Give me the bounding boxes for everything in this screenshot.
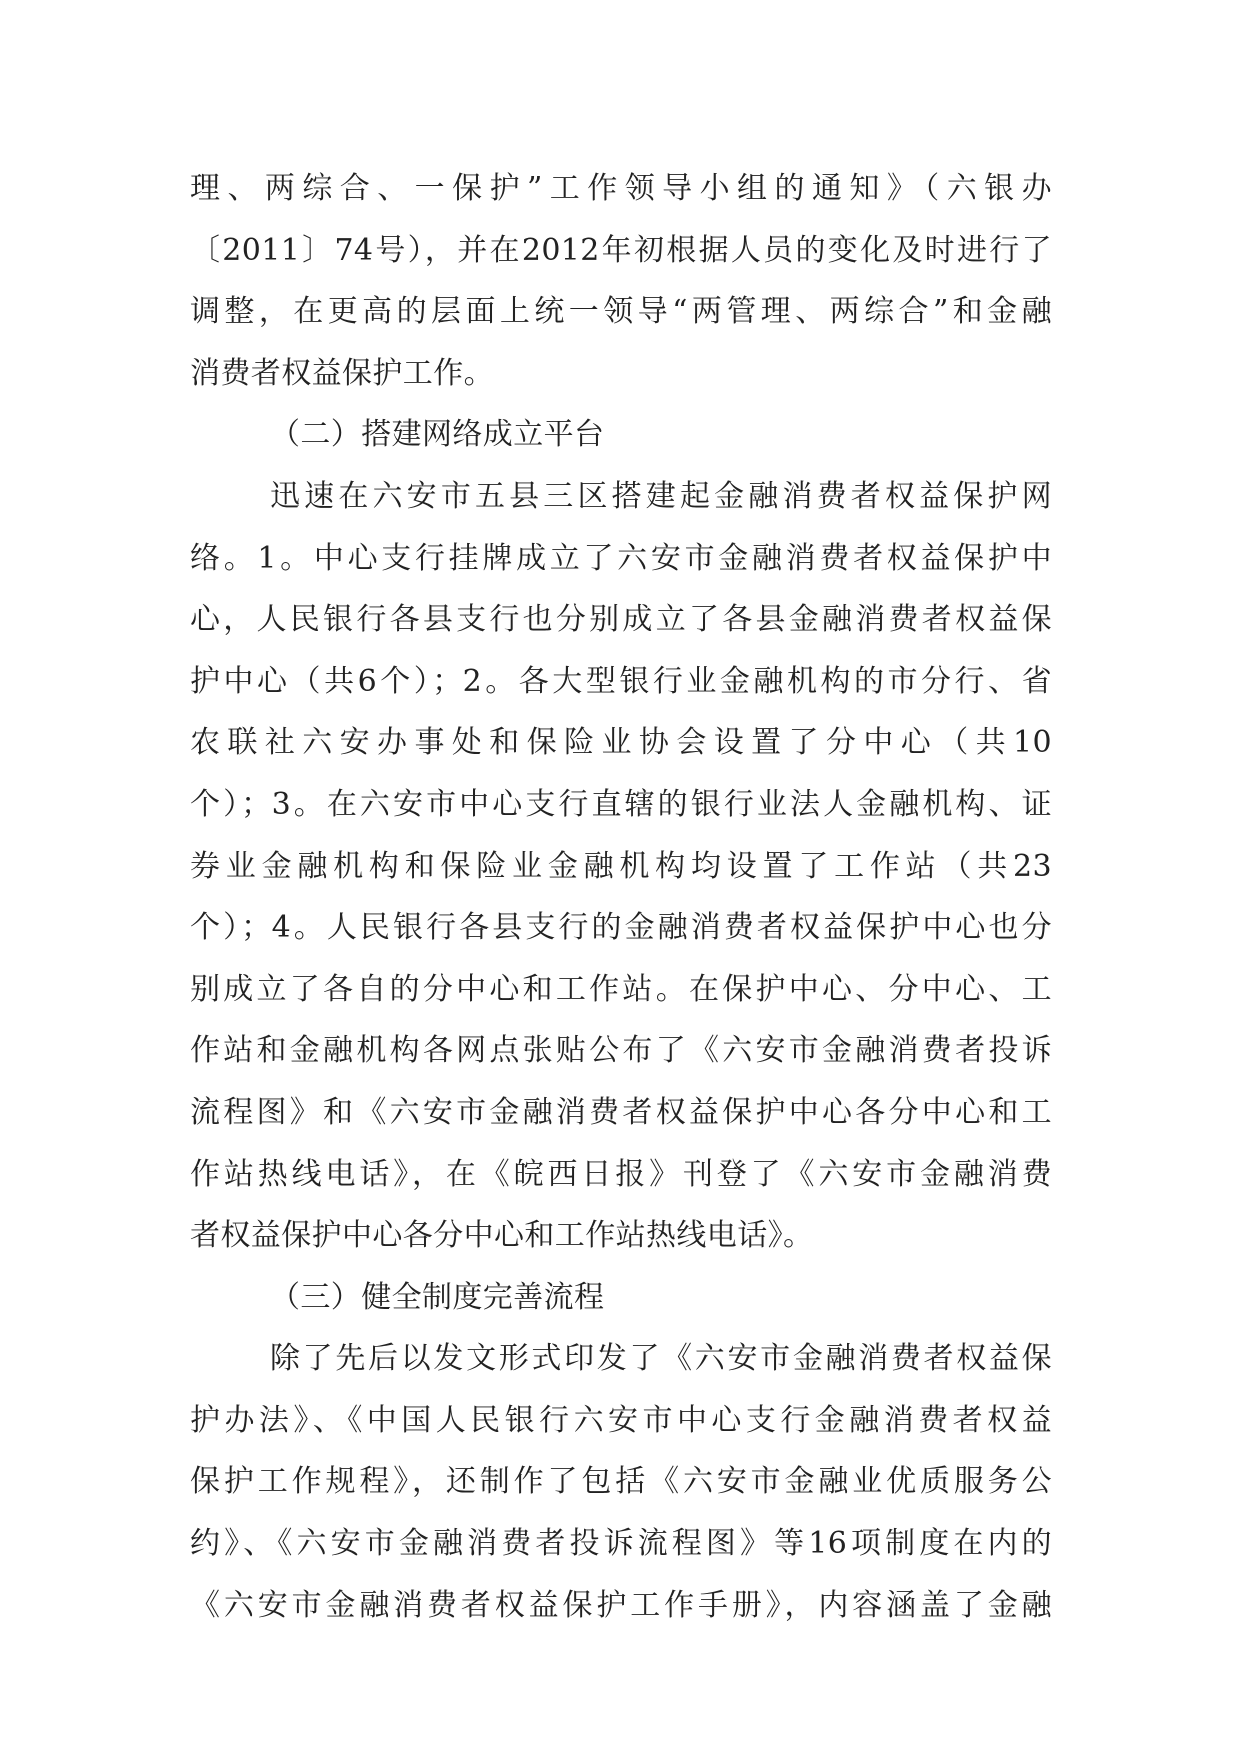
text-line: 理、两综合、一保护”工作领导小组的通知》（六银办 (190, 171, 1052, 206)
text-line: 者权益保护中心各分中心和工作站热线电话》。 (190, 1218, 814, 1254)
text-line: 消费者权益保护工作。 (190, 355, 494, 391)
text-line: 作站热线电话》，在《皖西日报》刊登了《六安市金融消费 (190, 1156, 1052, 1192)
text-line: 调整，在更高的层面上统一领导“两管理、两综合”和金融 (190, 294, 1052, 330)
text-line: 流程图》和《六安市金融消费者权益保护中心各分中心和工 (190, 1094, 1052, 1130)
text-line: 〔2011〕74号），并在2012年初根据人员的变化及时进行了 (190, 232, 1052, 268)
text-line: 护中心（共6个）；2。各大型银行业金融机构的市分行、省 (190, 663, 1052, 699)
text-line: 迅速在六安市五县三区搭建起金融消费者权益保护网 (270, 478, 1052, 514)
text-line: 保护工作规程》，还制作了包括《六安市金融业优质服务公 (190, 1464, 1052, 1500)
text-line: 个）；3。在六安市中心支行直辖的银行业法人金融机构、证 (190, 786, 1052, 822)
text-line: 心，人民银行各县支行也分别成立了各县金融消费者权益保 (190, 602, 1052, 638)
text-line: 络。1。中心支行挂牌成立了六安市金融消费者权益保护中 (190, 540, 1052, 576)
text-line: 农联社六安办事处和保险业协会设置了分中心（共10 (190, 725, 1052, 761)
text-line: 个）；4。人民银行各县支行的金融消费者权益保护中心也分 (190, 910, 1052, 946)
text-line: 约》、《六安市金融消费者投诉流程图》等16项制度在内的 (190, 1526, 1052, 1562)
text-line: 护办法》、《中国人民银行六安市中心支行金融消费者权益 (190, 1402, 1052, 1438)
text-line: 别成立了各自的分中心和工作站。在保护中心、分中心、工 (190, 971, 1052, 1007)
text-line: 除了先后以发文形式印发了《六安市金融消费者权益保 (270, 1341, 1052, 1377)
text-line: 券业金融机构和保险业金融机构均设置了工作站（共23 (190, 848, 1052, 884)
text-line: 作站和金融机构各网点张贴公布了《六安市金融消费者投诉 (190, 1033, 1052, 1069)
section-heading: （二）搭建网络成立平台 (270, 417, 605, 453)
section-heading: （三）健全制度完善流程 (270, 1279, 605, 1315)
text-line: 《六安市金融消费者权益保护工作手册》，内容涵盖了金融 (190, 1587, 1052, 1623)
body-text (190, 158, 1052, 1636)
